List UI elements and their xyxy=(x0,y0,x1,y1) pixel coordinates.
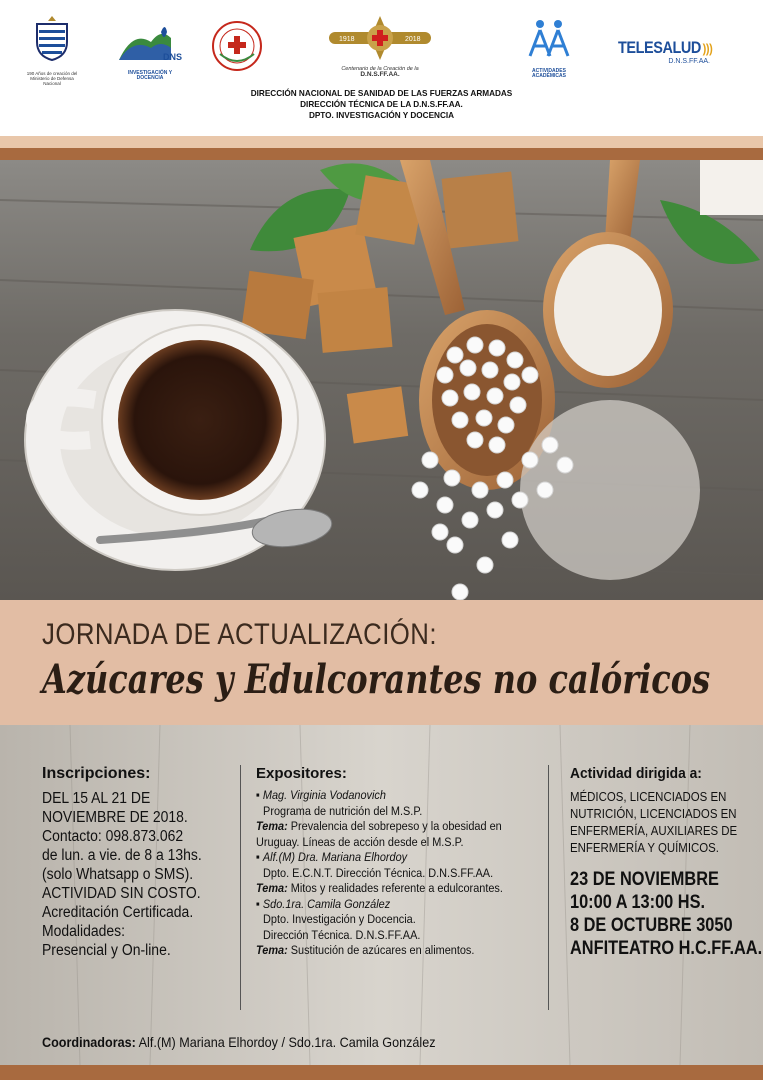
logo-caption: Centenario de la Creación de la xyxy=(341,66,419,72)
audiencia-line: ENFERMERÍA Y QUÍMICOS. xyxy=(570,840,719,855)
header-line-2: DIRECCIÓN TÉCNICA DE LA D.N.S.FF.AA. xyxy=(300,100,463,109)
tema-label: Tema: xyxy=(256,881,288,895)
shield-icon xyxy=(22,14,82,66)
centenario-dnsffaa-logo xyxy=(325,14,435,77)
telesalud-sub: D.N.S.FF.AA. xyxy=(668,58,710,65)
inscripciones-line: ACTIVIDAD SIN COSTO. xyxy=(42,885,201,902)
top-stripe-light xyxy=(0,136,763,148)
speaker-role: Dpto. Investigación y Docencia. xyxy=(263,912,416,926)
audiencia-heading: Actividad dirigida a: xyxy=(570,765,702,782)
ministerio-defensa-logo xyxy=(22,14,82,86)
inscripciones-line: de lun. a vie. de 8 a 13hs. xyxy=(42,847,202,864)
inscripciones-line: Acreditación Certificada. xyxy=(42,904,194,921)
inscripciones-line: Contacto: 098.873.062 xyxy=(42,828,184,845)
event-title: JORNADA DE ACTUALIZACIÓN: xyxy=(42,618,437,651)
svg-text:DNS: DNS xyxy=(163,52,183,62)
people-icon xyxy=(518,14,580,64)
event-date: 23 DE NOVIEMBRE xyxy=(570,869,719,890)
header-line-1: DIRECCIÓN NACIONAL DE SANIDAD DE LAS FUERZAS ARMADAS xyxy=(250,89,513,98)
inscripciones-line: (solo Whatsapp o SMS). xyxy=(42,866,194,883)
speaker-role: Dpto. E.C.N.T. Dirección Técnica. D.N.S.FF.AA. xyxy=(263,865,494,880)
sugar-cube xyxy=(442,172,519,249)
dns-investigacion-logo xyxy=(115,14,185,81)
white-sugar-cube xyxy=(700,160,763,215)
tema-text: Sustitución de azúcares en alimentos. xyxy=(290,943,475,957)
coordinadoras xyxy=(42,1034,436,1050)
header-line-3: DPTO. INVESTIGACIÓN Y DOCENCIA xyxy=(308,111,455,120)
event-venue: ANFITEATRO H.C.FF.AA. xyxy=(570,938,763,959)
top-stripe-dark xyxy=(0,148,763,160)
audiencia-line: MÉDICOS, LICENCIADOS EN xyxy=(570,789,727,804)
inscripciones-line: Modalidades: xyxy=(42,923,125,940)
sugar-cube xyxy=(318,287,393,353)
coffee-sugar-illustration xyxy=(0,160,763,600)
tema-label: Tema: xyxy=(256,943,288,957)
tema-label: Tema: xyxy=(256,819,288,833)
actividades-academicas-logo xyxy=(518,14,580,79)
header-text xyxy=(0,88,763,121)
speaker-name: ▪ Mag. Virginia Vodanovich xyxy=(256,788,386,802)
expositores-section xyxy=(256,765,540,959)
tema-text: Mitos y realidades referente a edulcorantes. xyxy=(290,881,503,895)
speaker-tema xyxy=(256,881,506,897)
audiencia-section xyxy=(570,765,763,960)
svg-text:2018: 2018 xyxy=(405,36,421,43)
speaker-name: ▪ Sdo.1ra. Camila González xyxy=(256,896,391,911)
audiencia-line: ENFERMERÍA, AUXILIARES DE xyxy=(570,823,738,838)
telesalud-text: TELESALUD xyxy=(618,38,701,57)
speaker-name-text: Sdo.1ra. Camila González xyxy=(262,896,391,911)
event-address: 8 DE OCTUBRE 3050 xyxy=(570,915,733,936)
wifi-icon: ))) xyxy=(702,41,713,56)
hospital-emblem-icon xyxy=(210,14,265,80)
logo-caption: INVESTIGACIÓN Y DOCENCIA xyxy=(127,70,173,81)
svg-text:1918: 1918 xyxy=(339,36,355,43)
speaker-name-text: Mag. Virginia Vodanovich xyxy=(262,788,386,802)
event-subtitle: Azúcares y Edulcorantes no calóricos xyxy=(42,656,711,703)
speaker-role: Dirección Técnica. D.N.S.FF.AA. xyxy=(263,927,421,942)
tema-text: Prevalencia del sobrepeso y la obesidad en xyxy=(290,819,502,833)
telesalud-logo xyxy=(618,38,728,65)
logo-caption: 190 Años de creación del Ministerio de Defensa Nacional xyxy=(26,71,78,86)
wooden-spoon xyxy=(605,160,640,240)
header xyxy=(0,0,763,135)
coffee xyxy=(118,340,282,500)
star-cross-icon xyxy=(325,14,435,62)
inscripciones-heading: Inscripciones: xyxy=(42,765,151,782)
logo-caption: ACTIVIDADES ACADÉMICAS xyxy=(532,68,566,79)
column-divider xyxy=(240,765,241,1010)
bottom-stripe xyxy=(0,1065,763,1080)
logo-caption-2: D.N.S.FF.AA. xyxy=(360,71,400,78)
inscripciones-line: Presencial y On-line. xyxy=(42,942,171,959)
granulated-sugar xyxy=(554,244,662,376)
speaker-name-text: Alf.(M) Dra. Mariana Elhordoy xyxy=(262,850,408,864)
speaker-role: Programa de nutrición del M.S.P. xyxy=(263,803,423,818)
inscripciones-line: DEL 15 AL 21 DE xyxy=(42,790,151,807)
inscripciones-line: NOVIEMBRE DE 2018. xyxy=(42,809,188,826)
event-time: 10:00 A 13:00 HS. xyxy=(570,892,706,913)
coordinadoras-label: Coordinadoras: xyxy=(42,1034,136,1050)
hills-icon xyxy=(115,14,185,66)
audiencia-line: NUTRICIÓN, LICENCIADOS EN xyxy=(570,806,737,821)
speaker-tema-cont: Uruguay. Líneas de acción desde el M.S.P. xyxy=(256,834,464,849)
speaker-tema xyxy=(256,943,506,959)
expositores-heading: Expositores: xyxy=(256,765,347,782)
speaker-name: ▪ Alf.(M) Dra. Mariana Elhordoy xyxy=(256,850,408,864)
column-divider xyxy=(548,765,549,1010)
inscripciones-section xyxy=(42,765,237,960)
sugar-cube xyxy=(347,386,408,443)
speaker-tema xyxy=(256,819,506,835)
hospital-central-logo xyxy=(210,14,265,85)
coordinadoras-names: Alf.(M) Mariana Elhordoy / Sdo.1ra. Camila González xyxy=(138,1034,436,1050)
coffee-sugar-photo xyxy=(0,160,763,600)
